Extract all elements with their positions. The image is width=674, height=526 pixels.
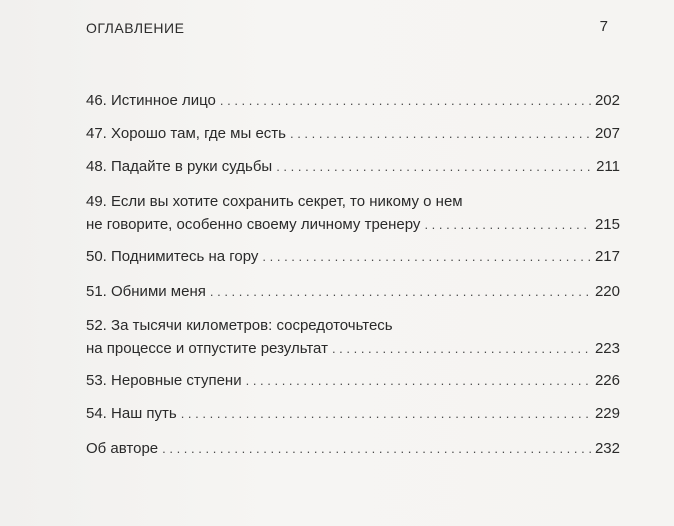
toc-entry [86,157,620,177]
toc-entry-page: 211 [596,158,620,175]
toc-entry [86,247,620,267]
page-number: 7 [599,18,608,35]
section-title: ОГЛАВЛЕНИЕ [86,20,185,36]
toc-entry-title-continued: на процессе и отпустите результат [86,340,328,357]
toc-entry-page: 207 [594,125,620,142]
toc-entry-title: 50. Поднимитесь на гору [86,248,259,265]
dot-leader [246,371,591,391]
toc-entry [86,192,620,235]
toc-entry-page: 215 [594,216,620,233]
dot-leader [332,339,591,359]
toc-entry-title: 54. Наш путь [86,405,177,422]
toc-entry-page: 217 [594,248,620,265]
dot-leader [181,404,591,424]
toc-entry-page: 229 [594,405,620,422]
toc-entry-title-continued: не говорите, особенно своему личному тренеру [86,216,421,233]
dot-leader [276,157,592,177]
toc-entry [86,316,620,359]
toc-entry-title: Об авторе [86,440,159,457]
toc-entry [86,124,620,144]
toc-entry-page: 226 [594,372,620,389]
dot-leader [262,247,591,267]
toc-entry-title: 53. Неровные ступени [86,372,242,389]
dot-leader [290,124,591,144]
toc-entry-page: 202 [594,92,620,109]
dot-leader [210,282,591,302]
dot-leader [162,439,591,459]
toc-entry-title: 46. Истинное лицо [86,92,216,109]
toc-entry-title: 49. Если вы хотите сохранить секрет, то никому о нем [86,193,463,210]
toc-entry-title: 47. Хорошо там, где мы есть [86,125,286,142]
toc-entry-title: 52. За тысячи километров: сосредоточьтесь [86,317,393,334]
dot-leader [220,91,591,111]
toc-entry [86,282,620,302]
toc-entry [86,439,620,459]
toc-entry [86,91,620,111]
dot-leader [424,215,591,235]
toc-entry-title: 51. Обними меня [86,283,206,300]
toc-entry-page: 220 [594,283,620,300]
toc-entry [86,404,620,424]
toc-entry-page: 223 [594,340,620,357]
toc-entry-page: 232 [594,440,620,457]
toc-entry [86,371,620,391]
toc-entry-title: 48. Падайте в руки судьбы [86,158,273,175]
